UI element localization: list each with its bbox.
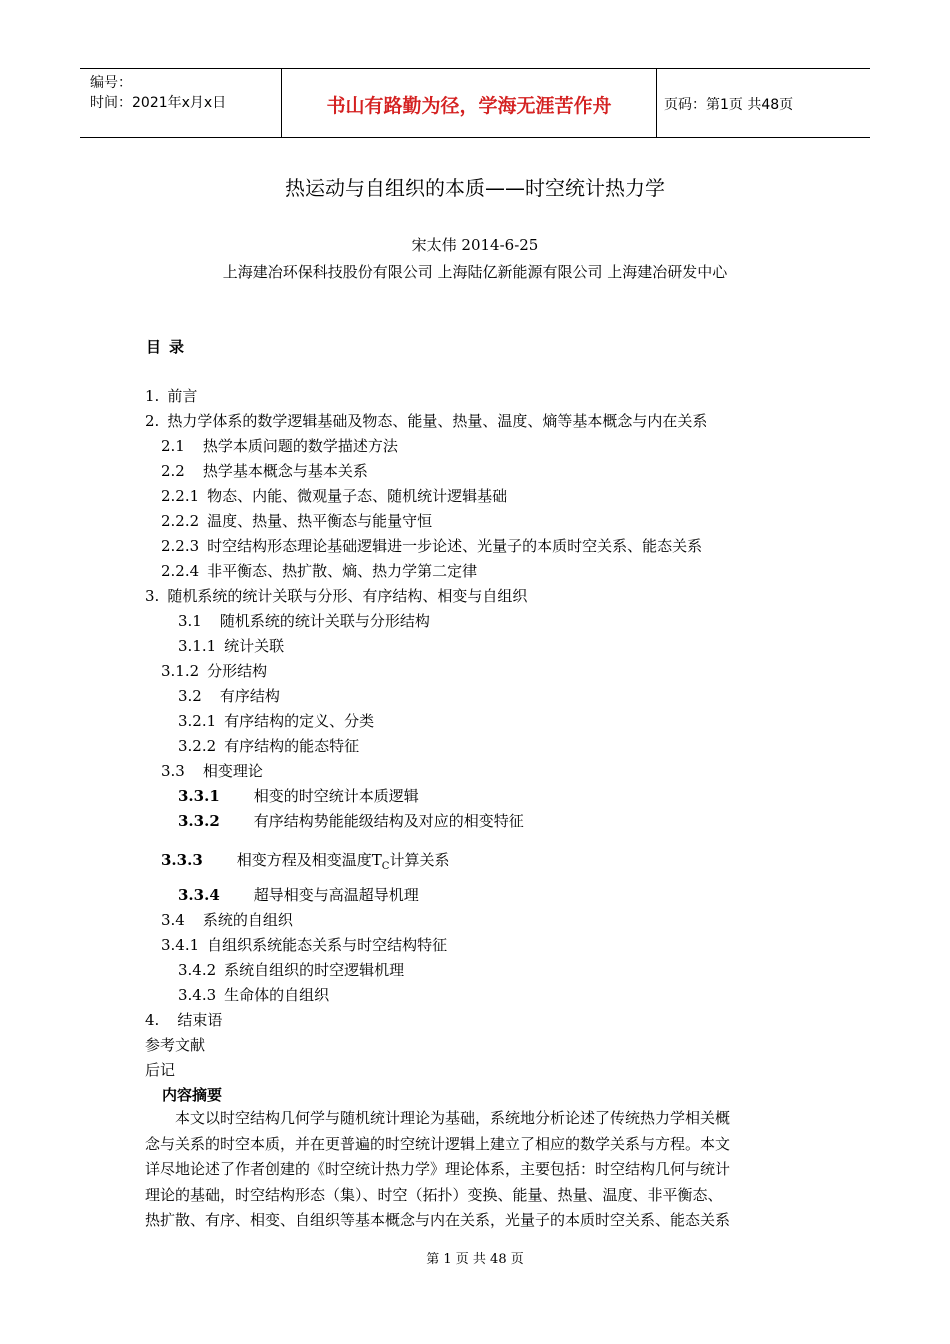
toc-item: [178, 610, 430, 631]
toc-item-text: 有序结构势能能级结构及对应的相变特征: [253, 812, 524, 830]
toc-item-text: 生命体的自组织: [224, 986, 330, 1004]
toc-item: [178, 884, 419, 905]
toc-item-text: 后记: [145, 1061, 176, 1079]
toc-item-number: 3.4.2: [178, 961, 217, 979]
toc-item: [161, 435, 398, 456]
abstract-line: 念与关系的时空本质，并在更普遍的时空统计逻辑上建立了相应的数学关系与方程。本文: [145, 1134, 731, 1153]
toc-item-text: 有序结构的能态特征: [224, 737, 360, 755]
toc-item-subscript: C: [381, 861, 390, 872]
toc-item-text: 有序结构的定义、分类: [224, 712, 375, 730]
toc-item: [161, 485, 507, 506]
toc-item: [161, 660, 267, 681]
motto: 书山有路勤为径，学海无涯苦作舟: [326, 95, 612, 117]
header-left-cell: [80, 69, 280, 137]
toc-item: [178, 984, 329, 1005]
page-number-label: 页码：第1页 共48页: [664, 97, 794, 113]
toc-item: [178, 735, 359, 756]
toc-item-number: 3.3.4: [178, 886, 220, 904]
toc-item-text: 有序结构: [219, 687, 280, 705]
toc-item-text: 相变方程及相变温度T: [236, 851, 382, 869]
toc-item-text: 自组织系统能态关系与时空结构特征: [207, 936, 448, 954]
toc-item-number: 3.1.2: [161, 662, 200, 680]
toc-item-number: 3.2: [178, 687, 202, 705]
toc-item: [161, 460, 368, 481]
toc-item-number: 4.: [145, 1011, 160, 1029]
toc-item-text: 前言: [167, 387, 198, 405]
toc-item: [161, 909, 293, 930]
toc-item-text: 物态、内能、微观量子态、随机统计逻辑基础: [207, 487, 508, 505]
header-motto-cell: [281, 69, 657, 137]
toc-item-text: 结束语: [177, 1011, 223, 1029]
toc-item-text: 随机系统的统计关联与分形结构: [219, 612, 430, 630]
toc-item-text: 温度、热量、热平衡态与能量守恒: [207, 512, 433, 530]
toc-item: [178, 710, 374, 731]
toc-item-text: 热学基本概念与基本关系: [202, 462, 368, 480]
abstract-heading: 内容摘要: [162, 1086, 223, 1104]
number-label: 编号：: [90, 75, 132, 91]
toc-item: [178, 810, 524, 831]
toc-item-text: 非平衡态、热扩散、熵、热力学第二定律: [207, 562, 478, 580]
toc-item-text: 相变理论: [202, 762, 263, 780]
toc-item-text: 相变的时空统计本质逻辑: [253, 787, 419, 805]
toc-item-text: 热学本质问题的数学描述方法: [202, 437, 398, 455]
toc-item-number: 3.1: [178, 612, 202, 630]
toc-item: [178, 685, 280, 706]
toc-item-number: 3.3.3: [161, 851, 203, 869]
toc-item: [161, 560, 477, 581]
header-page-cell: [656, 69, 870, 137]
toc-item-number: 3.2.1: [178, 712, 217, 730]
organizations: 上海建冶环保科技股份有限公司 上海陆亿新能源有限公司 上海建冶研发中心: [222, 263, 728, 281]
toc-item: [161, 934, 447, 955]
toc-item-number: 2.2: [161, 462, 185, 480]
toc-item-text: 系统的自组织: [202, 911, 293, 929]
toc-item-number: 3.1.1: [178, 637, 217, 655]
header-table: [80, 68, 870, 138]
abstract-line: 理论的基础，时空结构形态（集）、时空（拓扑）变换、能量、热量、温度、非平衡态、: [145, 1185, 723, 1204]
toc-item: [145, 1034, 205, 1055]
toc-item-number: 3.2.2: [178, 737, 217, 755]
abstract-body: [145, 1106, 805, 1234]
toc-item-number: 2.2.3: [161, 537, 200, 555]
author-date: 宋太伟 2014-6-25: [411, 236, 539, 254]
toc-item: [161, 849, 449, 872]
toc-item: [145, 1009, 222, 1030]
toc-item-text: 热力学体系的数学逻辑基础及物态、能量、热量、温度、熵等基本概念与内在关系: [167, 412, 708, 430]
toc-item-text: 分形结构: [207, 662, 268, 680]
toc-item: [145, 585, 527, 606]
document-title: 热运动与自组织的本质——时空统计热力学: [285, 176, 665, 200]
toc-item-number: 3.3.1: [178, 787, 220, 805]
toc-item: [178, 959, 404, 980]
toc-item-number: 2.2.4: [161, 562, 200, 580]
toc-item-number: 2.: [145, 412, 160, 430]
toc-item-number: 1.: [145, 387, 160, 405]
toc-item-number: 3.3.2: [178, 812, 220, 830]
toc-item: [178, 635, 284, 656]
toc-item-text: 系统自组织的时空逻辑机理: [224, 961, 405, 979]
page-footer: 第 1 页 共 48 页: [426, 1252, 524, 1267]
toc-item-text: 超导相变与高温超导机理: [253, 886, 419, 904]
toc-item-number: 3.4.1: [161, 936, 200, 954]
toc-heading: 目录: [146, 338, 193, 356]
toc-item: [145, 410, 707, 431]
toc-item-text: 参考文献: [145, 1036, 206, 1054]
toc-item-number: 2.2.1: [161, 487, 200, 505]
toc-item: [145, 385, 197, 406]
toc-item-text: 随机系统的统计关联与分形、有序结构、相变与自组织: [167, 587, 528, 605]
toc-item-number: 2.2.2: [161, 512, 200, 530]
toc-item: [161, 510, 432, 531]
toc-item-number: 3.4: [161, 911, 185, 929]
toc-item: [178, 785, 419, 806]
abstract-line: 详尽地论述了作者创建的《时空统计热力学》理论体系，主要包括：时空结构几何与统计: [145, 1160, 731, 1178]
toc-item-text: 统计关联: [224, 637, 285, 655]
abstract-line: 热扩散、有序、相变、自组织等基本概念与内在关系，光量子的本质时空关系、能态关系: [145, 1211, 731, 1229]
toc-item: [161, 535, 702, 556]
toc-item-text: 时空结构形态理论基础逻辑进一步论述、光量子的本质时空关系、能态关系: [207, 537, 703, 555]
toc-item: [161, 760, 263, 781]
toc-item-text-tail: 计算关系: [389, 851, 450, 869]
toc-item-number: 3.4.3: [178, 986, 217, 1004]
abstract-line: 本文以时空结构几何学与随机统计理论为基础，系统地分析论述了传统热力学相关概: [175, 1109, 731, 1127]
time-label: 时间：2021年x月x日: [90, 95, 227, 111]
toc-item-number: 3.3: [161, 762, 185, 780]
toc-item-number: 3.: [145, 587, 160, 605]
toc-item: [145, 1059, 175, 1080]
toc-item-number: 2.1: [161, 437, 185, 455]
